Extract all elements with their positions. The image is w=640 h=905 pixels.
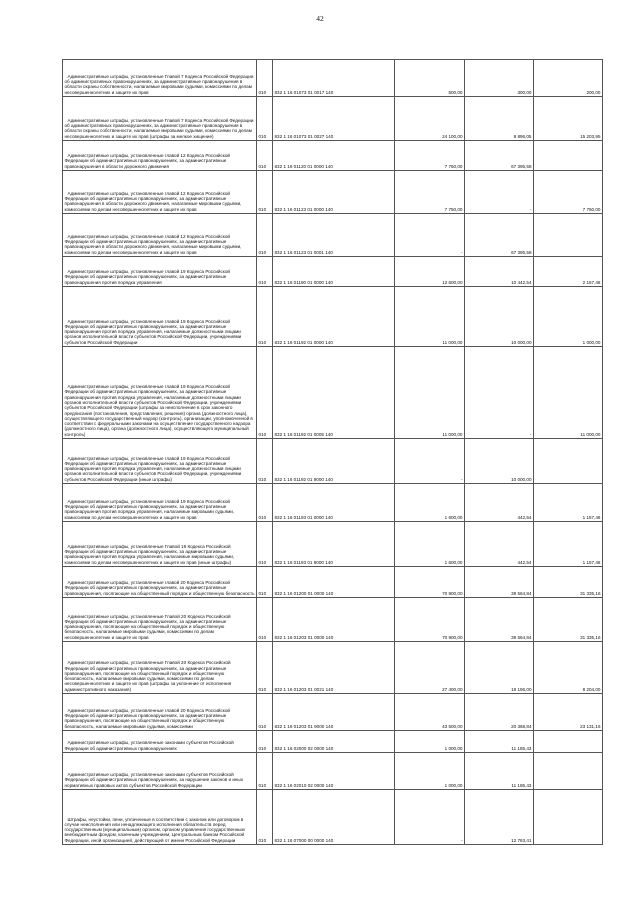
row-code-cell: 010	[257, 171, 273, 214]
row-kbk-cell: 832 1 16 01073 01 0017 140	[273, 60, 395, 97]
row-code-cell: 010	[257, 214, 273, 257]
row-approved-cell: 1 600,00	[395, 522, 465, 567]
row-code-cell: 010	[257, 97, 273, 141]
row-executed-cell: 11 185,43	[465, 731, 534, 753]
row-executed-cell: 442,54	[465, 484, 534, 522]
row-name-cell: Административные штрафы, установленные Главой 20 Кодекса Российской Федерации об административных правонарушениях, за административные правонарушения, посягающие на общественный порядок и общественную безопасность, налагаемые мировыми судьями, комиссиями по делам несовершеннолетних и защите их прав	[63, 598, 257, 642]
row-kbk-cell: 832 1 16 01120 01 0000 140	[273, 141, 395, 171]
row-executed-cell: 442,54	[465, 522, 534, 567]
row-approved-cell: 70 900,00	[395, 598, 465, 642]
row-code-cell: 010	[257, 642, 273, 694]
table-body	[63, 60, 603, 845]
row-name-cell: Административные штрафы, установленные главой 20 Кодекса Российской Федерации об административных правонарушениях, за административные правонарушения, посягающие на общественный порядок и общественную безопасность, налагаемые мировыми судьями, комиссиями	[63, 694, 257, 731]
row-code-cell: 010	[257, 694, 273, 731]
row-executed-cell: 67 395,58	[465, 141, 534, 171]
row-code-cell: 010	[257, 484, 273, 522]
table-row	[63, 731, 603, 753]
row-unexecuted-cell: 31 335,16	[534, 598, 603, 642]
row-code-cell: 010	[257, 522, 273, 567]
row-kbk-cell: 832 1 16 01203 01 9000 140	[273, 694, 395, 731]
table-row	[63, 97, 603, 141]
row-approved-cell: 1 000,00	[395, 731, 465, 753]
revenue-table	[62, 59, 603, 845]
row-approved-cell: 70 900,00	[395, 567, 465, 598]
table-row	[63, 567, 603, 598]
row-approved-cell: 11 000,00	[395, 347, 465, 439]
table-row	[63, 753, 603, 790]
table-row	[63, 214, 603, 257]
row-name-cell: Административные штрафы, установленные главой 12 Кодекса Российской Федерации об административных правонарушениях, за административные правонарушения в области дорожного движения, налагаемые мировыми судьями, комиссиями по делам несовершеннолетних и защите их прав	[63, 214, 257, 257]
row-unexecuted-cell	[534, 753, 603, 790]
row-kbk-cell: 832 1 16 01200 01 0000 140	[273, 567, 395, 598]
row-code-cell: 010	[257, 287, 273, 347]
row-name-cell: Административные штрафы, установленные главой 19 Кодекса Российской Федерации об административных правонарушениях, за административные правонарушения против порядка управления, налагаемые должностными лицами органов исполнительной власти субъектов Российской Федерации, учреждениями субъектов Российской Федерации (штрафы за неисполнение в срок законного предписания (постановления, представления, решения) органа (должностного лица), осуществляющего государственный надзор (контроль), организации, уполномоченной в соответствии с федеральными законами на осуществление государственного надзора (должностного лица), органа (должностного лица), осуществляющего муниципальный контроль)	[63, 347, 257, 439]
row-approved-cell: 500,00	[395, 60, 465, 97]
row-unexecuted-cell: 1 157,46	[534, 522, 603, 567]
row-code-cell: 010	[257, 347, 273, 439]
row-name-cell: Административные штрафы, установленные главой 19 Кодекса Российской Федерации об административных правонарушениях, за административные правонарушения против порядка управления, налагаемые должностными лицами органов исполнительной власти субъектов Российской Федерации, учреждениями субъектов Российской Федерации (иные штрафы)	[63, 439, 257, 484]
row-name-cell: Административные штрафы, установленные Главой 7 Кодекса Российской Федерации об административных правонарушениях, за административные правонарушения в области охраны собственности, налагаемые мировыми судьями, комиссиями по делам несовершеннолетних и защите их прав (штрафы за мелкое хищение)	[63, 97, 257, 141]
row-name-cell: Административные штрафы, установленные главой 12 Кодекса Российской Федерации об административных правонарушениях, за административные правонарушения в области дорожного движения	[63, 141, 257, 171]
row-code-cell: 010	[257, 731, 273, 753]
row-code-cell: 010	[257, 257, 273, 287]
row-unexecuted-cell: 31 335,16	[534, 567, 603, 598]
table-row	[63, 694, 603, 731]
row-executed-cell: -	[465, 171, 534, 214]
table-row	[63, 141, 603, 171]
row-code-cell: 010	[257, 567, 273, 598]
row-approved-cell: -	[395, 439, 465, 484]
row-name-cell: Административные штрафы, установленные законами субъектов Российской Федерации об административных правонарушениях, за нарушение законов и иных нормативных правовых актов субъектов Российской Федерации	[63, 753, 257, 790]
row-kbk-cell: 832 1 16 01123 01 0000 140	[273, 171, 395, 214]
row-kbk-cell: 832 1 16 01203 01 0000 140	[273, 598, 395, 642]
row-kbk-cell: 832 1 16 01073 01 0027 140	[273, 97, 395, 141]
row-unexecuted-cell: 8 204,00	[534, 642, 603, 694]
row-executed-cell: 39 564,84	[465, 567, 534, 598]
row-code-cell: 010	[257, 598, 273, 642]
row-name-cell: Штрафы, неустойки, пени, уплаченные в соответствии с законом или договором в случае неисполнения или ненадлежащего исполнения обязательств перед государственным (муниципальным) органом, органом управления государственным внебюджетным фондом, казенным учреждением, Центральным банком Российской Федерации, иной организацией, действующей от имени Российской Федерации	[63, 790, 257, 845]
row-name-cell: Административные штрафы, установленные главой 19 Кодекса Российской Федерации об административных правонарушениях, за административные правонарушения против порядка управления	[63, 257, 257, 287]
row-code-cell: 010	[257, 790, 273, 845]
table-row	[63, 790, 603, 845]
row-executed-cell: 10 442,54	[465, 257, 534, 287]
row-code-cell: 010	[257, 60, 273, 97]
row-code-cell: 010	[257, 141, 273, 171]
row-unexecuted-cell: 200,00	[534, 60, 603, 97]
row-executed-cell: 10 000,00	[465, 439, 534, 484]
row-approved-cell: 11 000,00	[395, 287, 465, 347]
row-unexecuted-cell: 1 157,46	[534, 484, 603, 522]
row-code-cell: 010	[257, 753, 273, 790]
table-row	[63, 287, 603, 347]
row-executed-cell: 10 000,00	[465, 287, 534, 347]
row-executed-cell: 8 896,05	[465, 97, 534, 141]
row-unexecuted-cell: 1 000,00	[534, 287, 603, 347]
row-executed-cell: 12 763,41	[465, 790, 534, 845]
row-approved-cell: 27 400,00	[395, 642, 465, 694]
table-row	[63, 257, 603, 287]
row-executed-cell: -	[465, 347, 534, 439]
table-row	[63, 522, 603, 567]
row-kbk-cell: 832 1 16 01190 01 0000 140	[273, 257, 395, 287]
table-row	[63, 484, 603, 522]
row-unexecuted-cell: 2 157,46	[534, 257, 603, 287]
row-approved-cell: 12 600,00	[395, 257, 465, 287]
row-kbk-cell: 832 1 16 02010 02 0000 140	[273, 753, 395, 790]
row-unexecuted-cell	[534, 790, 603, 845]
row-approved-cell: 1 600,00	[395, 484, 465, 522]
table-row	[63, 171, 603, 214]
table-row	[63, 598, 603, 642]
row-approved-cell: -	[395, 214, 465, 257]
row-code-cell: 010	[257, 439, 273, 484]
table-row	[63, 60, 603, 97]
row-unexecuted-cell: 7 750,00	[534, 171, 603, 214]
row-kbk-cell: 832 1 16 01123 01 0001 140	[273, 214, 395, 257]
row-unexecuted-cell: 15 203,95	[534, 97, 603, 141]
row-kbk-cell: 832 1 16 01192 01 9000 140	[273, 439, 395, 484]
row-executed-cell: 300,00	[465, 60, 534, 97]
row-name-cell: Административные штрафы, установленные законами субъектов Российской Федерации об административных правонарушениях	[63, 731, 257, 753]
row-name-cell: Административные штрафы, установленные Главой 19 Кодекса Российской Федерации об административных правонарушениях, за административные правонарушения против порядка управления, налагаемые мировыми судьями, комиссиями по делам несовершеннолетних и защите их прав (иные штрафы)	[63, 522, 257, 567]
row-name-cell: Административные штрафы, установленные главой 19 Кодекса Российской Федерации об административных правонарушениях, за административные правонарушения против порядка управления, налагаемые мировыми судьями, комиссиями по делам несовершеннолетних и защите их прав	[63, 484, 257, 522]
row-approved-cell: 43 500,00	[395, 694, 465, 731]
row-name-cell: Административные штрафы, установленные главой 12 Кодекса Российской Федерации об административных правонарушениях, за административные правонарушения в области дорожного движения, налагаемые мировыми судьями, комиссиями по делам несовершеннолетних и защите их прав	[63, 171, 257, 214]
row-unexecuted-cell	[534, 439, 603, 484]
row-name-cell: Административные штрафы, установленные главой 20 Кодекса Российской Федерации об административных правонарушениях, за административные правонарушения, посягающие на общественный порядок и общественную безопасность	[63, 567, 257, 598]
row-approved-cell: -	[395, 790, 465, 845]
table-row	[63, 347, 603, 439]
row-approved-cell: 7 750,00	[395, 171, 465, 214]
row-executed-cell: 39 564,84	[465, 598, 534, 642]
row-unexecuted-cell: 11 000,00	[534, 347, 603, 439]
row-approved-cell: 1 000,00	[395, 753, 465, 790]
row-executed-cell: 20 368,84	[465, 694, 534, 731]
row-unexecuted-cell	[534, 731, 603, 753]
row-executed-cell: 67 395,58	[465, 214, 534, 257]
row-unexecuted-cell	[534, 141, 603, 171]
row-kbk-cell: 832 1 16 07000 00 0000 140	[273, 790, 395, 845]
row-kbk-cell: 832 1 16 02000 02 0000 140	[273, 731, 395, 753]
row-name-cell: Административные штрафы, установленные главой 19 Кодекса Российской Федерации об административных правонарушениях, за административные правонарушения против порядка управления, налагаемые должностными лицами органов исполнительной власти субъектов Российской Федерации, учреждениями субъектов Российской Федерации	[63, 287, 257, 347]
row-kbk-cell: 832 1 16 01203 01 0021 140	[273, 642, 395, 694]
row-kbk-cell: 832 1 16 01192 01 0000 140	[273, 287, 395, 347]
row-approved-cell: 24 100,00	[395, 97, 465, 141]
page-number: 42	[316, 14, 324, 23]
row-kbk-cell: 832 1 16 01192 01 0005 140	[273, 347, 395, 439]
row-unexecuted-cell: 23 131,16	[534, 694, 603, 731]
row-name-cell: Административные штрафы, установленные Главой 7 Кодекса Российской Федерации об административных правонарушениях, за административные правонарушения в области охраны собственности, налагаемые мировыми судьями, комиссиями по делам несовершеннолетних и защите их прав	[63, 60, 257, 97]
row-approved-cell: 7 750,00	[395, 141, 465, 171]
row-kbk-cell: 832 1 16 01193 01 0000 140	[273, 484, 395, 522]
table-row	[63, 439, 603, 484]
row-unexecuted-cell	[534, 214, 603, 257]
table-row	[63, 642, 603, 694]
row-executed-cell: 11 185,43	[465, 753, 534, 790]
row-executed-cell: 19 196,00	[465, 642, 534, 694]
row-name-cell: Административные штрафы, установленные Главой 20 Кодекса Российской Федерации об административных правонарушениях, за административные правонарушения, посягающие на общественный порядок и общественную безопасность, налагаемые мировыми судьями, комиссиями по делам несовершеннолетних и защите их прав (штрафы за уклонение от исполнения административного наказания)	[63, 642, 257, 694]
row-kbk-cell: 832 1 16 01193 01 9000 140	[273, 522, 395, 567]
